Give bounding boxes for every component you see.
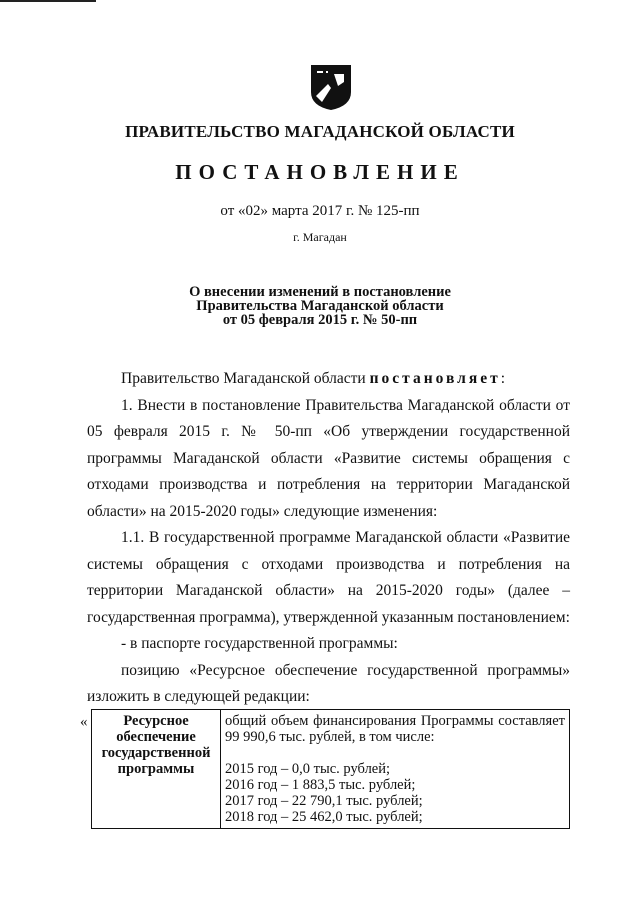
coat-of-arms-icon [308, 62, 354, 112]
paragraph-position: позицию «Ресурсное обеспечение государственной программы» изложить в следующей редакции: [87, 661, 570, 705]
resource-label: Ресурсное обеспечение государственной программы [92, 710, 221, 829]
funding-year: 2016 год – 1 883,5 тыс. рублей; [225, 777, 416, 793]
funding-year: 2018 год – 25 462,0 тыс. рублей; [225, 809, 423, 825]
open-quote: « [80, 714, 88, 730]
funding-year: 2015 год – 0,0 тыс. рублей; [225, 761, 391, 777]
intro-tail: : [500, 370, 506, 387]
document-type: ПОСТАНОВЛЕНИЕ [175, 160, 465, 184]
subject-line-3: от 05 февраля 2015 г. № 50-пп [222, 312, 418, 328]
document-date-number: от «02» марта 2017 г. № 125-пп [220, 203, 420, 219]
subject-line-2: Правительства Магаданской области [196, 298, 444, 314]
corner-mark [0, 0, 96, 2]
resource-table [91, 709, 570, 829]
intro-lead: Правительство Магаданской области [121, 370, 370, 387]
paragraph-1-1: 1.1. В государственной программе Магаданской области «Развитие системы обращения с отходами производства и потребления на территории Магаданской области» на 2015-2020 годы» (далее – государственная программа), утвержденной указанным постановлением: [87, 529, 570, 626]
document-subject [0, 285, 640, 327]
paragraph-passport: - в паспорте государственной программы: [121, 635, 398, 652]
table-row [92, 710, 570, 829]
funding-total: общий объем финансирования Программы составляет 99 990,6 тыс. рублей, в том числе: [225, 713, 565, 745]
intro-verb: постановляет [369, 370, 501, 387]
city-name: г. Магадан [293, 230, 347, 244]
resource-value [221, 710, 570, 829]
paragraph-1: 1. Внести в постановление Правительства Магаданской области от 05 февраля 2015 г. № 50-пп «Об утверждении государственной программы Магаданской области «Развитие системы обращения с отходами производства и потребления на территории Магаданской области» на 2015-2020 годы» следующие изменения: [87, 396, 570, 520]
subject-line-1: О внесении изменений в постановление [189, 284, 451, 300]
intro-paragraph [87, 366, 570, 393]
government-name: ПРАВИТЕЛЬСТВО МАГАДАНСКОЙ ОБЛАСТИ [125, 122, 515, 141]
document-body [87, 366, 570, 711]
funding-year: 2017 год – 22 790,1 тыс. рублей; [225, 793, 423, 809]
